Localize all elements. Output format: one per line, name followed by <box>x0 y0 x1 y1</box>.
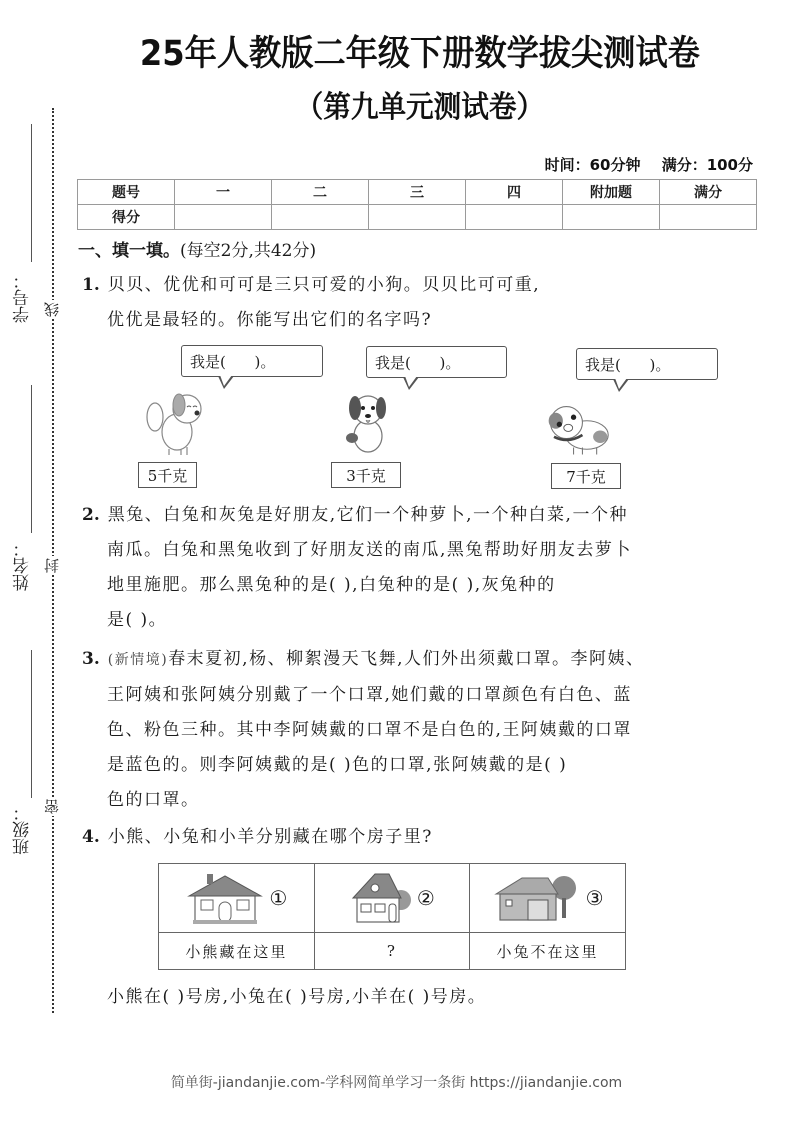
section-title: 一、填一填。 <box>78 241 180 261</box>
score-header-cell: 题号 <box>78 180 175 205</box>
houses-caption-row <box>159 933 626 970</box>
house-2-icon <box>349 870 413 926</box>
score-cell[interactable] <box>466 205 563 230</box>
house-caption: 小兔不在这里 <box>470 933 626 970</box>
score-cell[interactable] <box>563 205 660 230</box>
score-header-cell: 一 <box>175 180 272 205</box>
question-number: 3. <box>82 649 100 669</box>
score-cell[interactable] <box>369 205 466 230</box>
student-id-blank[interactable] <box>31 124 32 262</box>
score-header-cell: 二 <box>272 180 369 205</box>
question-text: 优优是最轻的。你能写出它们的名字吗? <box>107 310 433 330</box>
question-text: 地里施肥。那么黑兔种的是( ),白兔种的是( ),灰兔种的 <box>107 575 556 595</box>
house-cell <box>314 864 469 933</box>
question-text: 春末夏初,杨、柳絮漫天飞舞,人们外出须戴口罩。李阿姨、 <box>168 649 645 669</box>
name-blank[interactable] <box>31 385 32 533</box>
weight-label: 7千克 <box>551 463 621 489</box>
class-blank[interactable] <box>31 650 32 798</box>
footer-watermark: 简单街-jiandanjie.com-学科网简单学习一条街 https://jiandanjie.com <box>170 1075 623 1091</box>
weight-label: 5千克 <box>138 462 197 488</box>
class-label: 班级： <box>13 804 33 855</box>
score-header-cell: 四 <box>466 180 563 205</box>
house-1-icon <box>185 870 265 926</box>
question-number: 2. <box>82 505 100 525</box>
score-header-cell: 附加题 <box>563 180 660 205</box>
question-text: 色、粉色三种。其中李阿姨戴的口罩不是白色的,王阿姨戴的口罩 <box>107 720 632 740</box>
exam-meta <box>545 154 753 175</box>
full-score: 满分：100分 <box>661 156 753 174</box>
house-number: ③ <box>585 886 604 910</box>
question-text: 王阿姨和张阿姨分别戴了一个口罩,她们戴的口罩颜色有白色、蓝 <box>107 685 632 705</box>
weight-label: 3千克 <box>331 462 401 488</box>
section-note: (每空2分,共42分) <box>180 241 317 261</box>
house-3-icon <box>492 870 582 926</box>
speech-bubble[interactable]: 我是( )。 <box>181 345 323 377</box>
dog-illustration-icon <box>330 388 410 458</box>
score-cell[interactable] <box>175 205 272 230</box>
question-4-answer <box>82 980 722 1015</box>
question-text: 小熊、小兔和小羊分别藏在哪个房子里? <box>107 827 433 847</box>
house-number: ② <box>416 886 435 910</box>
score-cell[interactable] <box>660 205 757 230</box>
question-3 <box>82 642 722 818</box>
section-heading <box>78 236 316 261</box>
question-text: 是蓝色的。则李阿姨戴的是( )色的口罩,张阿姨戴的是( ) <box>107 755 568 775</box>
score-header-cell: 三 <box>369 180 466 205</box>
score-table-header-row <box>78 180 757 205</box>
question-number: 1. <box>82 275 100 295</box>
seal-char-secret: 密 <box>43 799 61 814</box>
dog-illustration-icon <box>538 392 618 462</box>
question-tag: (新情境) <box>107 652 169 668</box>
house-cell <box>470 864 626 933</box>
house-cell <box>159 864 315 933</box>
page-subtitle: （第九单元测试卷） <box>295 90 545 125</box>
seal-char-seal: 封 <box>43 558 61 573</box>
score-cell[interactable] <box>272 205 369 230</box>
question-text: 是( )。 <box>107 610 168 630</box>
speech-bubble[interactable]: 我是( )。 <box>366 346 507 378</box>
score-table-score-row <box>78 205 757 230</box>
answer-line[interactable]: 小熊在( )号房,小兔在( )号房,小羊在( )号房。 <box>107 987 487 1007</box>
houses-image-row <box>159 864 626 933</box>
house-caption: ? <box>314 933 469 970</box>
score-row-label: 得分 <box>78 205 175 230</box>
house-number: ① <box>269 886 288 910</box>
question-text: 南瓜。白兔和黑兔收到了好朋友送的南瓜,黑兔帮助好朋友去萝卜 <box>107 540 632 560</box>
student-id-label: 学号： <box>13 272 33 323</box>
name-label: 姓名： <box>13 540 33 591</box>
question-text: 贝贝、优优和可可是三只可爱的小狗。贝贝比可可重, <box>107 275 541 295</box>
score-header-cell: 满分 <box>660 180 757 205</box>
question-1 <box>82 268 722 338</box>
houses-table <box>158 863 626 970</box>
speech-bubble[interactable]: 我是( )。 <box>576 348 718 380</box>
seal-char-line: 线 <box>43 302 61 317</box>
house-caption: 小熊藏在这里 <box>159 933 315 970</box>
page-title: 25年人教版二年级下册数学拔尖测试卷 <box>139 34 700 74</box>
dog-illustration-icon <box>135 387 215 457</box>
question-2 <box>82 498 722 638</box>
question-text: 色的口罩。 <box>107 790 200 810</box>
time-limit: 时间：60分钟 <box>544 156 641 174</box>
question-4 <box>82 820 722 855</box>
score-table <box>77 179 757 230</box>
question-number: 4. <box>82 827 100 847</box>
question-text: 黑兔、白兔和灰兔是好朋友,它们一个种萝卜,一个种白菜,一个种 <box>107 505 628 525</box>
